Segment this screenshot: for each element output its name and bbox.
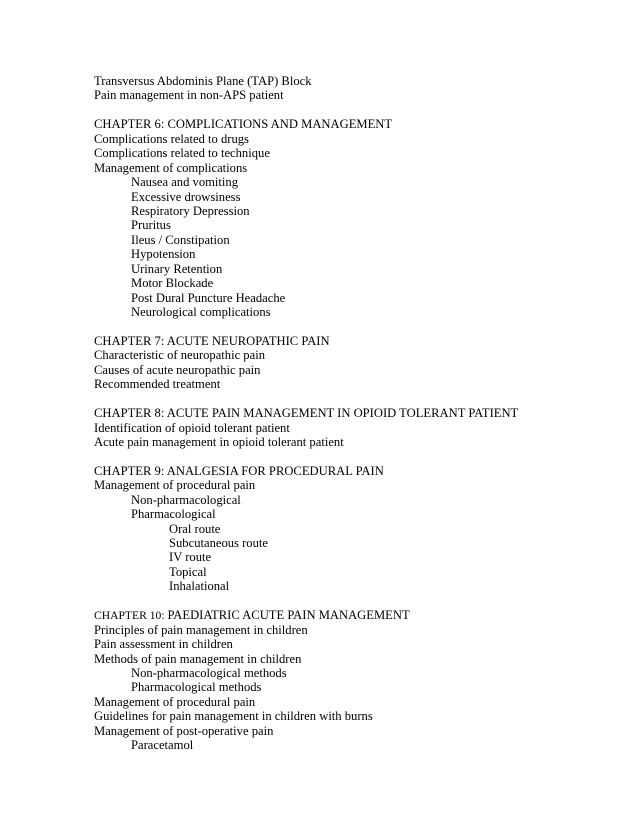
chapter-7-heading: CHAPTER 7: ACUTE NEUROPATHIC PAIN <box>94 333 330 348</box>
toc-subsubentry: Inhalational <box>169 579 230 594</box>
spacer <box>94 103 614 117</box>
toc-entry: Management of procedural pain <box>94 478 256 493</box>
toc-subentry: Non-pharmacological <box>131 492 241 507</box>
toc-subentry: Respiratory Depression <box>131 203 250 218</box>
toc-entry: Acute pain management in opioid tolerant patient <box>94 434 344 449</box>
chapter-8-heading: CHAPTER 8: ACUTE PAIN MANAGEMENT IN OPIOID TOLERANT PATIENT <box>94 406 519 421</box>
toc-subentry: Neurological complications <box>131 305 271 319</box>
toc-entry: Transversus Abdominis Plane (TAP) Block <box>94 74 312 88</box>
toc-entry: Management of procedural pain <box>94 694 256 709</box>
toc-subentry: Urinary Retention <box>131 261 223 276</box>
toc-entry: Pain management in non-APS patient <box>94 88 284 103</box>
document-page <box>94 74 614 753</box>
toc-entry: Principles of pain management in children <box>94 622 308 637</box>
toc-subsubentry: Subcutaneous route <box>169 536 268 550</box>
toc-subentry: Nausea and vomiting <box>131 175 239 190</box>
toc-entry: Complications related to technique <box>94 146 270 161</box>
toc-subentry: Paracetamol <box>131 738 194 753</box>
toc-entry: Methods of pain management in children <box>94 651 302 666</box>
chapter-10-title: PAEDIATRIC ACUTE PAIN MANAGEMENT <box>167 608 410 623</box>
toc-subentry: Excessive drowsiness <box>131 189 241 204</box>
spacer <box>94 594 614 608</box>
chapter-10-heading <box>94 608 614 622</box>
chapter-9-heading: CHAPTER 9: ANALGESIA FOR PROCEDURAL PAIN <box>94 463 384 478</box>
toc-subentry: Hypotension <box>131 247 196 262</box>
toc-subentry: Pruritus <box>131 218 171 233</box>
toc-entry: Management of complications <box>94 160 248 175</box>
toc-entry: Identification of opioid tolerant patient <box>94 420 290 435</box>
toc-entry: Pain assessment in children <box>94 637 233 652</box>
toc-subentry: Post Dural Puncture Headache <box>131 290 286 305</box>
chapter-10-number: CHAPTER 10: <box>94 609 168 623</box>
toc-subsubentry: IV route <box>169 550 212 565</box>
toc-entry: Guidelines for pain management in children with burns <box>94 709 373 724</box>
toc-subentry: Non-pharmacological methods <box>131 665 287 680</box>
toc-subentry: Ileus / Constipation <box>131 232 230 247</box>
toc-entry: Characteristic of neuropathic pain <box>94 348 265 363</box>
toc-entry: Complications related to drugs <box>94 131 249 146</box>
toc-subsubentry: Topical <box>169 564 207 579</box>
toc-entry: Recommended treatment <box>94 377 221 392</box>
chapter-6-heading: CHAPTER 6: COMPLICATIONS AND MANAGEMENT <box>94 117 393 132</box>
toc-subentry: Motor Blockade <box>131 276 214 291</box>
spacer <box>94 449 614 463</box>
toc-subsubentry: Oral route <box>169 521 221 536</box>
toc-subentry: Pharmacological methods <box>131 680 262 695</box>
spacer <box>94 392 614 406</box>
toc-subentry: Pharmacological <box>131 507 216 522</box>
toc-entry: Causes of acute neuropathic pain <box>94 362 261 377</box>
spacer <box>94 319 614 333</box>
toc-entry: Management of post-operative pain <box>94 723 274 738</box>
